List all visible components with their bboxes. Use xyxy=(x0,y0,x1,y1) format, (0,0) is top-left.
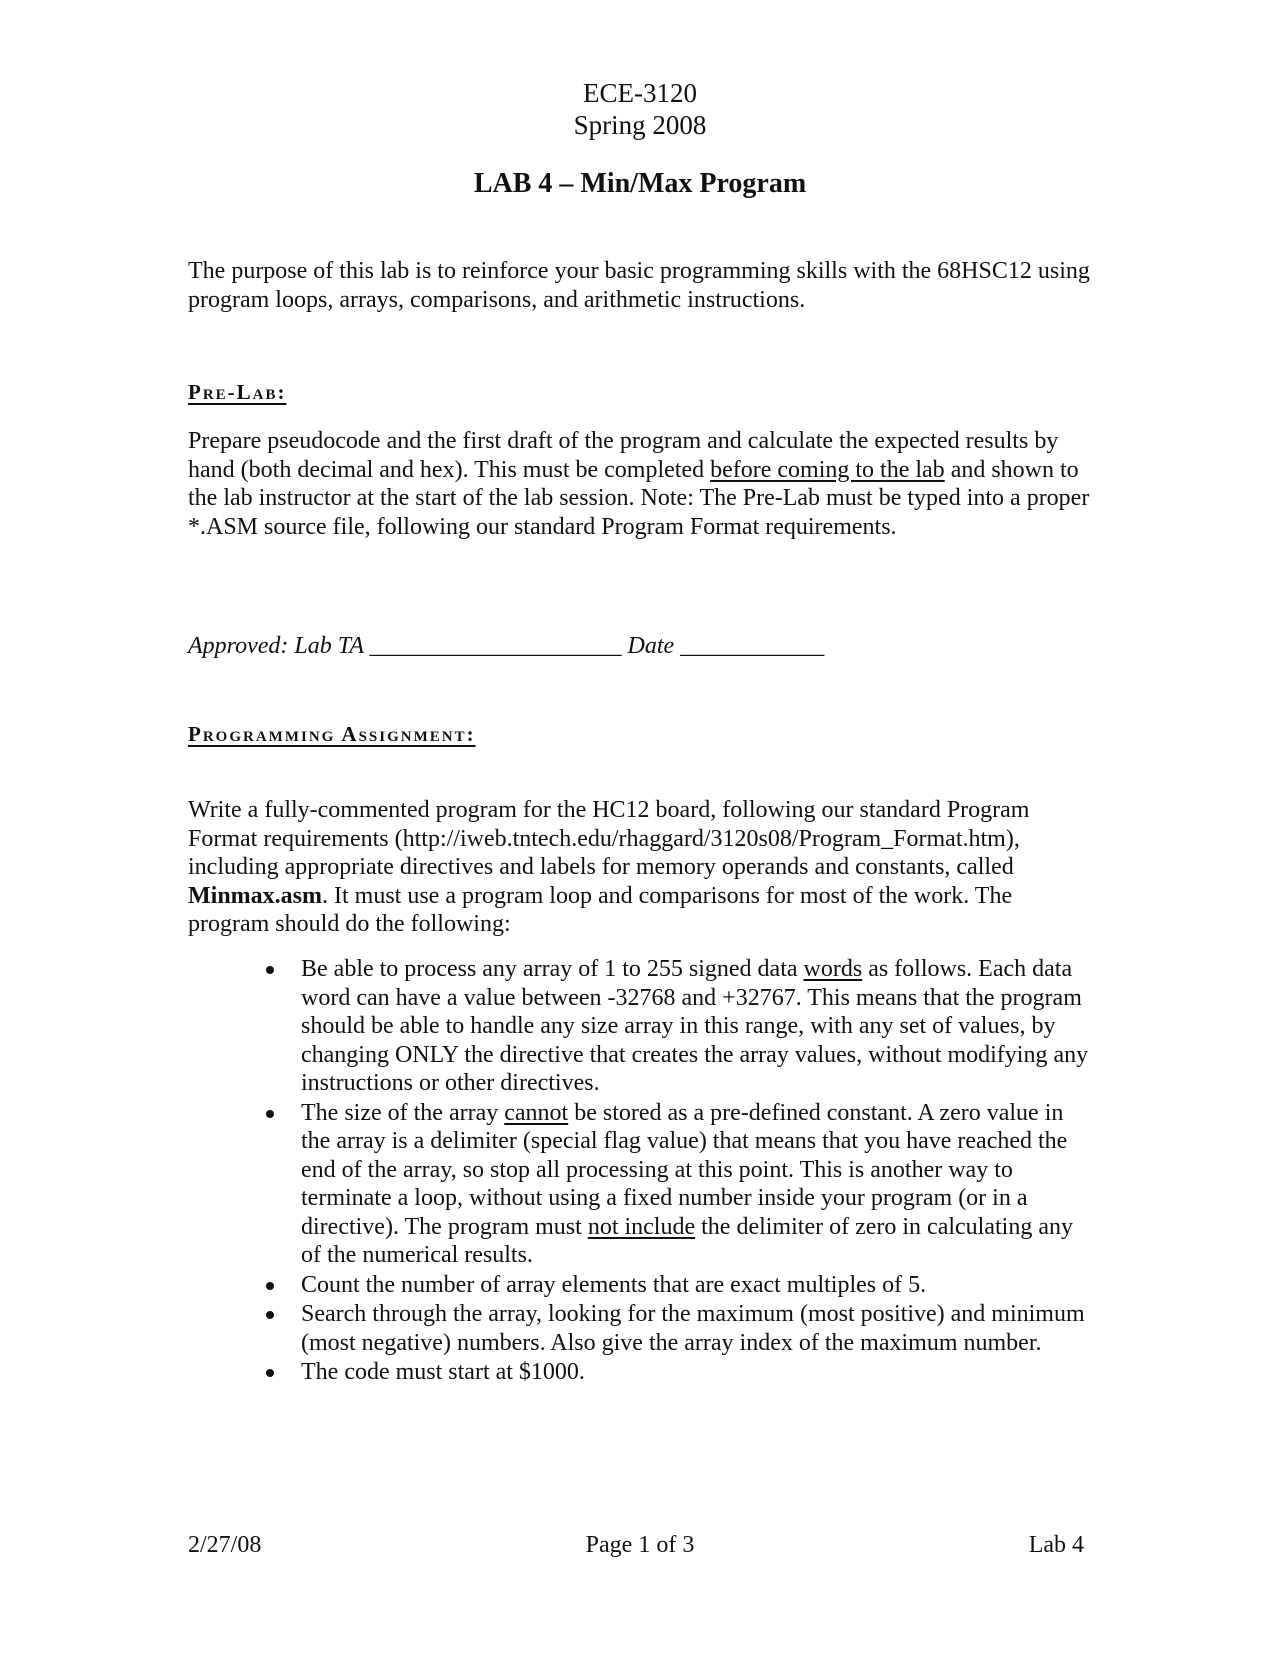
lab-title: LAB 4 – Min/Max Program xyxy=(473,168,807,199)
footer-lab: Lab 4 xyxy=(1028,1532,1084,1558)
bullet-emphasis: words xyxy=(803,956,863,982)
list-item xyxy=(262,1271,1092,1300)
prelab-text-2: and shown to the lab instructor at the start of the lab session. Note: The Pre-Lab must be typed into a proper *.ASM source file, following our standard Program Format requirements. xyxy=(188,456,1090,540)
bullet-emphasis: cannot xyxy=(504,1099,569,1126)
date-blank: ____________ xyxy=(680,633,825,659)
prelab-emphasis: before coming to the lab xyxy=(710,456,945,483)
bullet-text: Count the number of array elements that are exact multiples of 5. xyxy=(301,1271,927,1298)
assignment-filename: Minmax.asm xyxy=(188,882,322,909)
semester: Spring 2008 xyxy=(573,110,707,140)
bullet-icon xyxy=(266,1282,274,1290)
bullet-text: as follows. Each data word can have a value between -32768 and +32767. This means that the program should be able to handle any size array in this range, with any set of values, by changing ONLY the directive that creates the array values, without modifying any instructions or other directives. xyxy=(301,956,1089,1096)
bullet-emphasis: not include xyxy=(587,1213,696,1240)
list-item xyxy=(262,1358,1092,1387)
footer-date: 2/27/08 xyxy=(188,1532,262,1558)
bullet-text: the delimiter of zero in calculating any of the numerical results. xyxy=(301,1213,1073,1268)
prelab-heading: Pre-Lab: xyxy=(188,380,287,404)
bullet-text: Be able to process any array of 1 to 255 signed data xyxy=(301,956,804,982)
prelab-paragraph xyxy=(188,427,1098,541)
bullet-text: Search through the array, looking for the maximum (most positive) and minimum (most negative) numbers. Also give the array index of the maximum number. xyxy=(301,1301,1085,1356)
bullet-text: The code must start at $1000. xyxy=(301,1359,585,1385)
assignment-text-1: Write a fully-commented program for the HC12 board, following our standard Program Format requirements (http://iweb.tntech.edu/rhaggard/3120s08/Program_Format.htm), including appropriate directives and labels for memory operands and constants, called xyxy=(188,797,1030,880)
bullet-text: be stored as a pre-defined constant. A zero value in the array is a delimiter (special flag value) that means that you have reached the end of the array, so stop all processing at this point. This is another way to terminate a loop, without using a fixed number inside your program (or in a directive). The program must xyxy=(301,1099,1068,1240)
course-code: ECE-3120 xyxy=(583,78,697,108)
assignment-heading: Programming Assignment: xyxy=(188,722,476,746)
approval-line xyxy=(188,633,824,660)
approved-blank: _____________________ xyxy=(369,633,622,659)
intro-paragraph: The purpose of this lab is to reinforce your basic programming skills with the 68HSC12 using program loops, arrays, comparisons, and arithmetic instructions. xyxy=(188,258,1090,313)
footer-page-number: Page 1 of 3 xyxy=(585,1532,695,1558)
list-item xyxy=(262,1300,1092,1357)
assignment-text-2: . It must use a program loop and comparisons for most of the work. The program should do the following: xyxy=(188,882,1013,937)
approved-label: Approved: Lab TA xyxy=(188,633,364,659)
bullet-icon xyxy=(266,1311,274,1319)
requirements-list xyxy=(262,955,1092,1388)
bullet-icon xyxy=(266,966,274,974)
prelab-text-1: Prepare pseudocode and the first draft of the program and calculate the expected results by hand (both decimal and hex). This must be completed xyxy=(188,428,1059,483)
assignment-paragraph xyxy=(188,796,1098,939)
list-item xyxy=(262,1099,1092,1270)
bullet-icon xyxy=(266,1369,274,1377)
list-item xyxy=(262,955,1092,1098)
bullet-icon xyxy=(266,1110,274,1118)
bullet-text: The size of the array xyxy=(301,1099,505,1126)
date-label: Date xyxy=(627,633,675,659)
